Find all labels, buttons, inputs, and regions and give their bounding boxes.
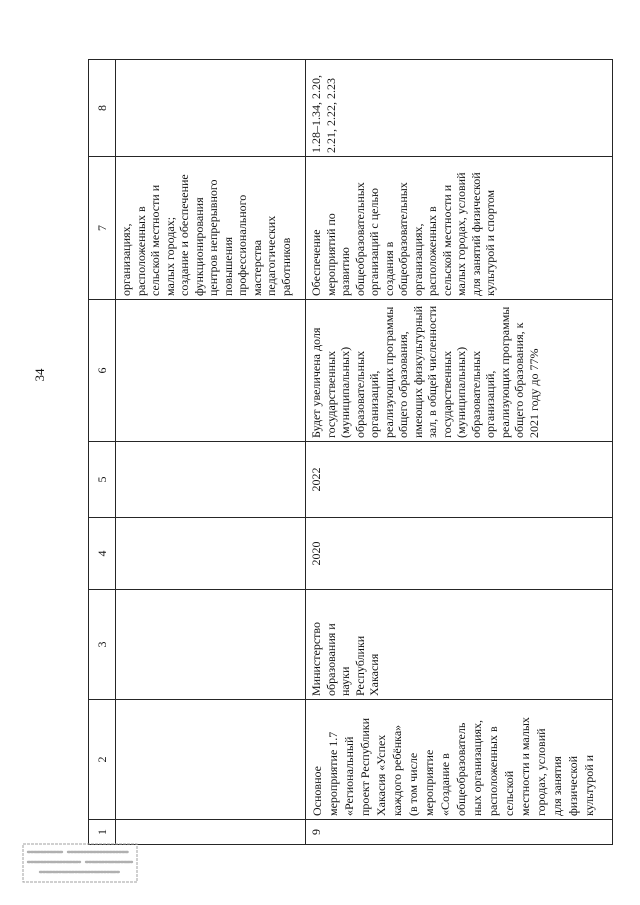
data-table (88, 59, 613, 845)
row-9-expected-result-cell: Будет увеличена доля государственных (муниципальных) образовательных организаций, реализующих программы общего образования, имеющих физкультурный зал, в общей численности государственных (муниципальных) образовательных организаций, реализующих программы общего образования, к 2021 году до 77% (306, 299, 613, 441)
column-number-3: 3 (89, 589, 116, 699)
continued-row-col-3-cell (116, 589, 306, 699)
stamp-graphic (22, 843, 138, 883)
column-number-5: 5 (89, 441, 116, 517)
continued-row-col-1-cell (116, 819, 306, 844)
row-9-activities-cell: Обеспечение мероприятий по развитию общеобразовательных организаций с целью создания в общеобразовательных организациях, расположенных в сельской местности и малых городах, условий для занятий физической культурой и спортом (306, 156, 613, 299)
row-9-start-year-cell: 2020 (306, 517, 613, 589)
continued-row-col-8-cell (116, 59, 306, 156)
row-9-number-cell: 9 (306, 819, 613, 844)
stamp (22, 843, 138, 883)
row-9-event-name-cell: Основное мероприятие 1.7 «Региональный проект Республики Хакасия «Успех каждого ребёнка» (в том числе мероприятие «Создание в общеобразователь ных организациях, расположенных в сельской местности и малых городах, условий для занятия физической культурой и (306, 699, 613, 819)
page-number: 34 (32, 368, 47, 382)
column-number-7: 7 (89, 156, 116, 299)
row-9-executor-cell: Министерство образования и науки Республики Хакасия (306, 589, 613, 699)
column-number-1: 1 (89, 819, 116, 844)
row-9-end-year-cell: 2022 (306, 441, 613, 517)
continued-row-col-4-cell (116, 517, 306, 589)
column-number-6: 6 (89, 299, 116, 441)
column-number-2: 2 (89, 699, 116, 819)
column-number-8: 8 (89, 59, 116, 156)
continued-row-col-6-cell (116, 299, 306, 441)
continued-row-col-7-cell: организациях, расположенных в сельской местности и малых городах; создание и обеспечение функционирования центров непрерывного повышения профессионального мастерства педагогических работников (116, 156, 306, 299)
column-number-4: 4 (89, 517, 116, 589)
continued-row-col-2-cell (116, 699, 306, 819)
row-9-indicators-cell: 1.28–1.34, 2.20, 2.21, 2.22, 2.23 (306, 59, 613, 156)
continued-row-col-5-cell (116, 441, 306, 517)
